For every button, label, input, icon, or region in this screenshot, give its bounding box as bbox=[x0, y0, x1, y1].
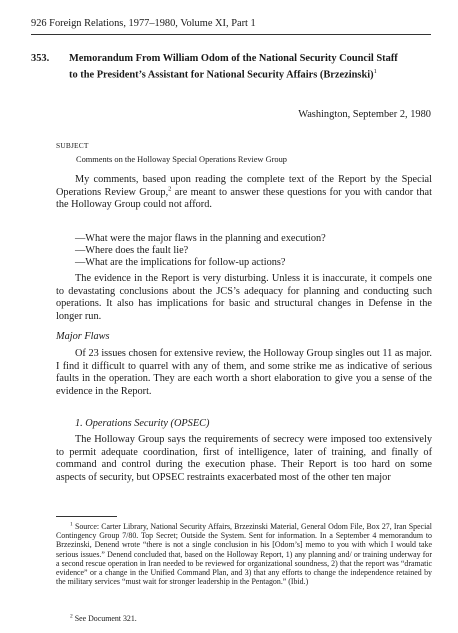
question-3: —What are the implications for follow-up actions? bbox=[75, 257, 286, 268]
paragraph-intro bbox=[56, 174, 432, 212]
running-head: 926 Foreign Relations, 1977–1980, Volume XI, Part 1 bbox=[31, 18, 256, 29]
footnote-1-text: Source: Carter Library, National Security Affairs, Brzezinski Material, General Odom File, Box 27, Iran Special Contingency Group 7/80. Top Secret; Outside the System. Sent for information. In a September 4 memorandum to Brzezinski, Denend wrote “there is not a single conclusion in his [Odom’s] memo to you with which I would take serious issues.” Denend concluded that, based on the Holloway Report, 1) any planning and/ or training underway for a second rescue operation in Iran needed to be reviewed for organizational soundness, 2) that the report was “dramatic evidence” or a change in the Unified Command Plan, and 3) that any efforts to change the independence retained by the military services “must wait for stronger leadership in the Pentagon.” (Ibid.) bbox=[56, 522, 432, 587]
paragraph-intro-part-b: are meant to answer these questions for you with candor that the Holloway Group could not afford. bbox=[56, 186, 432, 211]
footnote-2-text: See Document 321. bbox=[74, 614, 137, 623]
header-rule bbox=[31, 34, 431, 35]
subject-text: Comments on the Holloway Special Operations Review Group bbox=[76, 155, 287, 164]
footnote-2 bbox=[56, 614, 432, 623]
footnote-1-marker: 1 bbox=[70, 521, 73, 528]
question-1: —What were the major flaws in the planning and execution? bbox=[75, 233, 326, 244]
footnote-rule bbox=[56, 516, 117, 517]
paragraph-major-flaws-text: Of 23 issues chosen for extensive review, the Holloway Group singles out 11 as major. I find it difficult to quarrel with any of them, and some strike me as indicative of serious faults in the operation. They are each worth a short elaboration to give you a sense of the evidence in the Report. bbox=[56, 348, 432, 397]
footnote-2-marker: 2 bbox=[70, 613, 73, 620]
document-title-text: Memorandum From William Odom of the National Security Council Staff to the President’s Assistant for National Security Affairs (Brzezinski) bbox=[69, 53, 398, 81]
footnote-1 bbox=[56, 522, 432, 586]
paragraph-evidence-text: The evidence in the Report is very disturbing. Unless it is inaccurate, it compels one to devastating conclusions about the JCS’s adequacy for planning and conducting such operations. It also has implications for basic and structural changes in Defense in the longer run. bbox=[56, 273, 432, 322]
paragraph-opsec-text: The Holloway Group says the requirements of secrecy were imposed too extensively to permit adequate coordination, first of intelligence, later of training, and finally of command and control during the execution phase. Their Report is too hard on some aspects of security, but OPSEC restraints exacerbated most of the other ten major bbox=[56, 434, 432, 483]
section-heading-major-flaws: Major Flaws bbox=[56, 331, 110, 342]
paragraph-intro-part-a: My comments, based upon reading the complete text of the Report by the Special Operations Review Group, bbox=[56, 174, 432, 198]
document-title bbox=[69, 52, 399, 81]
footnote-ref-1[interactable]: 1 bbox=[373, 68, 377, 75]
paragraph-opsec bbox=[56, 434, 432, 484]
dateline: Washington, September 2, 1980 bbox=[298, 109, 431, 120]
footnote-ref-2[interactable]: 2 bbox=[168, 185, 172, 193]
paragraph-major-flaws bbox=[56, 348, 432, 398]
subject-label: SUBJECT bbox=[56, 141, 89, 150]
paragraph-evidence bbox=[56, 273, 432, 323]
document-number: 353. bbox=[31, 53, 50, 64]
question-2: —Where does the fault lie? bbox=[75, 245, 189, 256]
subsection-heading-opsec: 1. Operations Security (OPSEC) bbox=[75, 418, 210, 429]
